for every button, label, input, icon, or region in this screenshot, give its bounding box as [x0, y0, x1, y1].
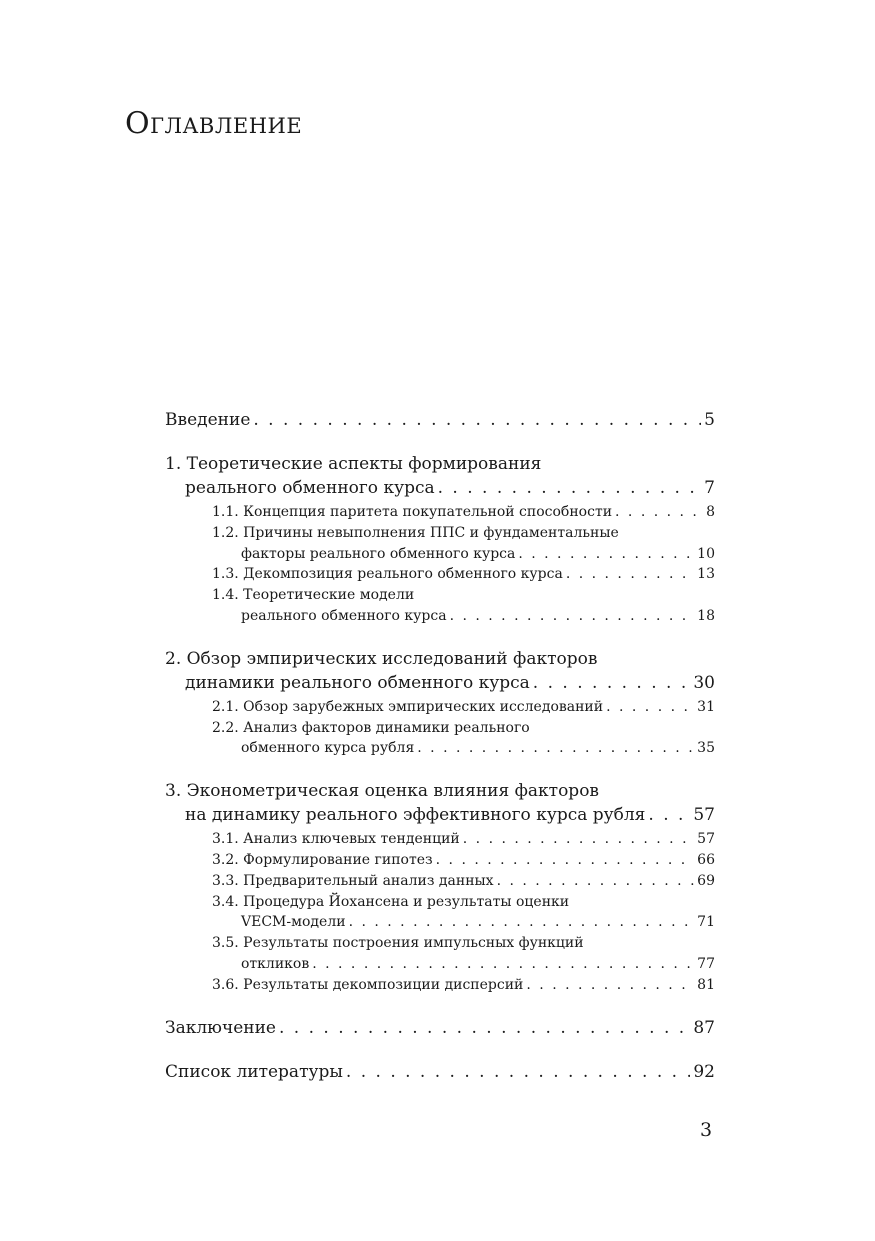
toc-chapter-3-title-line1[interactable]: 3. Эконометрическая оценка влияния факторов — [165, 781, 599, 802]
toc-entry-page: 8 — [706, 504, 715, 520]
dot-leader — [253, 408, 701, 432]
toc-entry-conclusion[interactable] — [165, 1016, 715, 1040]
dot-leader — [417, 738, 694, 759]
toc-entry-title: 3.1. Анализ ключевых тенденций — [212, 831, 460, 848]
toc-entry-page: 5 — [704, 410, 715, 430]
toc-entry-page: 10 — [697, 545, 715, 562]
toc-entry-page: 7 — [704, 478, 715, 498]
toc-entry-page: 81 — [697, 976, 715, 993]
toc-section-2-2[interactable] — [165, 738, 715, 759]
toc-entry-page: 57 — [697, 831, 715, 848]
toc-section-1-4[interactable] — [165, 606, 715, 627]
table-of-contents — [165, 408, 715, 1084]
toc-entry-title: 3.2. Формулирование гипотез — [212, 851, 433, 868]
toc-section-3-5-line1[interactable]: 3.5. Результаты построения импульсных функций — [212, 935, 584, 952]
dot-leader — [497, 871, 695, 892]
dot-leader — [566, 564, 694, 585]
dot-leader — [349, 912, 695, 933]
toc-entry-title: 2.1. Обзор зарубежных эмпирических исследований — [212, 698, 604, 715]
toc-section-1-1[interactable] — [165, 502, 715, 523]
dot-leader — [648, 803, 690, 827]
dot-leader — [312, 954, 694, 975]
toc-entry-title: на динамику реального эффективного курса рубля — [185, 805, 646, 826]
toc-entry-title: 1.1. Концепция паритета покупательной способности — [212, 504, 613, 520]
toc-section-3-6[interactable] — [165, 975, 715, 996]
toc-entry-references[interactable] — [165, 1060, 715, 1084]
toc-entry-title: реального обменного курса — [241, 607, 447, 624]
toc-entry-intro[interactable] — [165, 408, 715, 432]
toc-section-2-2-line1[interactable]: 2.2. Анализ факторов динамики реального — [212, 719, 530, 736]
dot-leader — [438, 476, 702, 500]
toc-entry-page: 87 — [693, 1017, 715, 1038]
dot-leader — [463, 829, 694, 850]
toc-entry-title: динамики реального обменного курса — [185, 672, 530, 693]
dot-leader — [533, 671, 691, 695]
toc-section-3-4[interactable] — [165, 912, 715, 933]
toc-section-2-1[interactable] — [165, 697, 715, 718]
toc-chapter-2-title-line1[interactable]: 2. Обзор эмпирических исследований факторов — [165, 648, 598, 669]
toc-entry-title: обменного курса рубля — [241, 740, 415, 757]
toc-entry-title: факторы реального обменного курса — [241, 545, 516, 562]
toc-entry-title: VECM-модели — [241, 914, 346, 931]
page-title: Оглавление — [125, 106, 303, 141]
toc-entry-page: 13 — [697, 566, 715, 583]
toc-chapter-1-title-line1[interactable]: 1. Теоретические аспекты формирования — [165, 454, 542, 474]
toc-entry-page: 66 — [697, 851, 715, 868]
toc-section-3-3[interactable] — [165, 871, 715, 892]
toc-section-3-2[interactable] — [165, 850, 715, 871]
toc-entry-title: Введение — [165, 410, 251, 430]
toc-section-1-2-line1[interactable]: 1.2. Причины невыполнения ППС и фундаментальные — [212, 524, 619, 541]
toc-section-1-4-line1[interactable]: 1.4. Теоретические модели — [212, 587, 415, 604]
toc-section-3-5[interactable] — [165, 954, 715, 975]
page-number: 3 — [700, 1119, 713, 1141]
toc-entry-page: 31 — [697, 698, 715, 715]
toc-entry-title: Заключение — [165, 1017, 276, 1038]
toc-section-1-3[interactable] — [165, 564, 715, 585]
toc-entry-title: 3.6. Результаты декомпозиции дисперсий — [212, 976, 524, 993]
toc-section-1-2[interactable] — [165, 544, 715, 565]
toc-section-3-4-line1[interactable]: 3.4. Процедура Йохансена и результаты оценки — [212, 893, 570, 910]
dot-leader — [526, 975, 694, 996]
dot-leader — [279, 1016, 690, 1040]
toc-entry-title: 1.3. Декомпозиция реального обменного курса — [212, 566, 563, 583]
toc-entry-page: 35 — [697, 740, 715, 757]
dot-leader — [346, 1060, 690, 1084]
toc-entry-page: 71 — [697, 914, 715, 931]
dot-leader — [450, 606, 695, 627]
dot-leader — [518, 544, 694, 565]
toc-chapter-1[interactable] — [165, 476, 715, 500]
toc-entry-page: 69 — [697, 872, 715, 889]
toc-chapter-2[interactable] — [165, 671, 715, 695]
toc-section-3-1[interactable] — [165, 829, 715, 850]
toc-entry-page: 57 — [693, 805, 715, 826]
toc-entry-page: 77 — [697, 955, 715, 972]
dot-leader — [615, 502, 703, 523]
toc-chapter-3[interactable] — [165, 803, 715, 827]
dot-leader — [436, 850, 695, 871]
toc-entry-page: 92 — [693, 1061, 715, 1082]
toc-entry-title: Список литературы — [165, 1061, 343, 1082]
toc-entry-title: откликов — [241, 955, 310, 972]
dot-leader — [606, 697, 694, 718]
toc-entry-title: 3.3. Предварительный анализ данных — [212, 872, 494, 889]
toc-entry-page: 30 — [693, 672, 715, 693]
toc-entry-title: реального обменного курса — [185, 478, 435, 498]
toc-entry-page: 18 — [697, 607, 715, 624]
